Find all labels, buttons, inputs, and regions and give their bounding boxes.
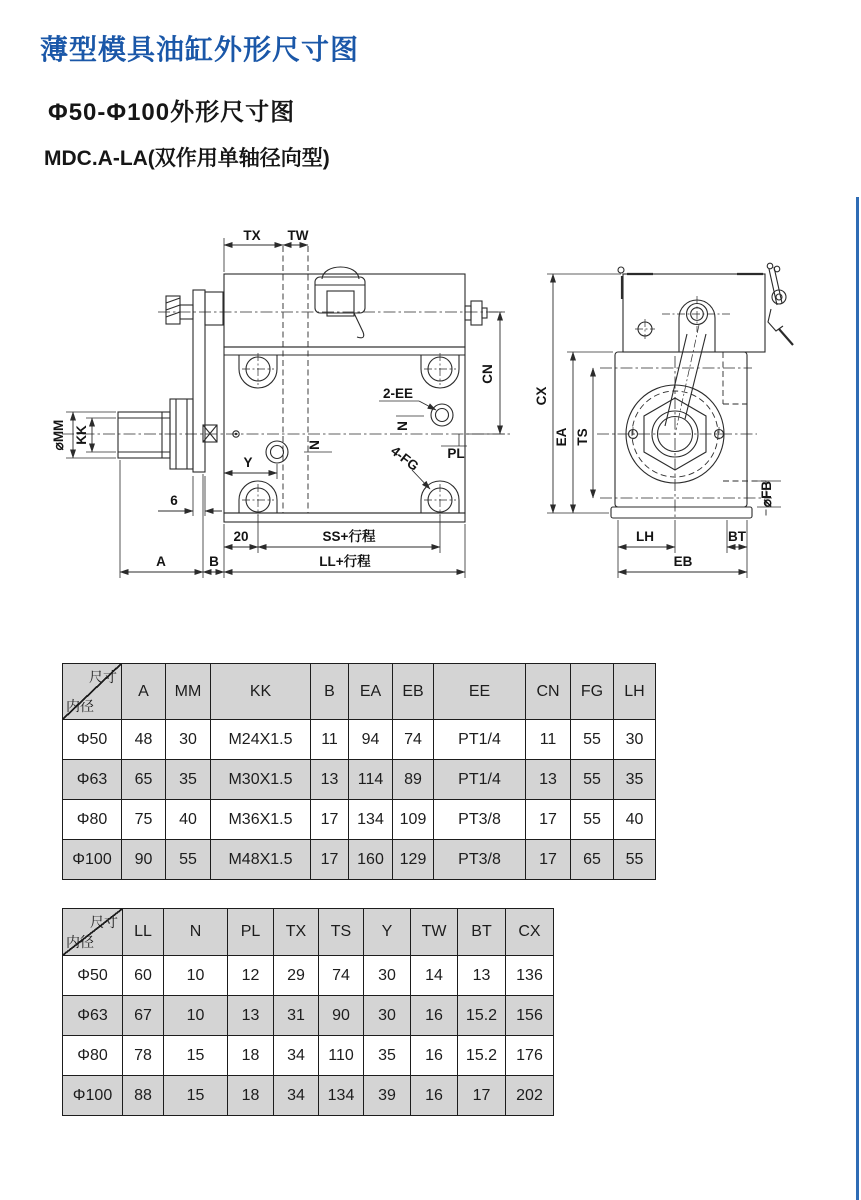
table-cell: 90 [319, 996, 364, 1036]
table-cell: PT3/8 [434, 800, 526, 840]
column-header: CN [526, 664, 571, 720]
table-cell: 17 [311, 840, 349, 880]
table-row [63, 720, 656, 760]
row-header-bore: Φ80 [63, 800, 122, 840]
row-header-bore: Φ80 [63, 1036, 123, 1076]
table-row [63, 760, 656, 800]
table-cell: 55 [166, 840, 211, 880]
column-header: EA [349, 664, 393, 720]
piston-rod-assembly [118, 290, 223, 472]
dim-label-kk: KK [74, 425, 89, 445]
dim-label-ts: TS [575, 428, 590, 446]
table-row [63, 800, 656, 840]
table-cell: 10 [164, 996, 228, 1036]
row-header-bore: Φ63 [63, 760, 122, 800]
table-cell: 18 [228, 1076, 274, 1116]
table-cell: 17 [526, 840, 571, 880]
table-cell: 16 [411, 996, 458, 1036]
table-cell: 48 [122, 720, 166, 760]
table-cell: 55 [571, 760, 614, 800]
table-cell: 34 [274, 1036, 319, 1076]
corner-label-size: 尺寸 [90, 914, 118, 930]
table-cell: 65 [571, 840, 614, 880]
table-cell: M24X1.5 [211, 720, 311, 760]
clamp-lever [767, 263, 793, 345]
table-cell: 110 [319, 1036, 364, 1076]
column-header: PL [228, 909, 274, 956]
table-cell: PT3/8 [434, 840, 526, 880]
table-cell: 12 [228, 956, 274, 996]
dim-label-cx: CX [534, 386, 549, 406]
table-cell: 35 [166, 760, 211, 800]
table-cell: 15 [164, 1036, 228, 1076]
table-cell: 94 [349, 720, 393, 760]
table-cell: 156 [506, 996, 554, 1036]
corner-label-bore: 内径 [66, 934, 94, 950]
table-cell: 134 [319, 1076, 364, 1116]
column-header: BT [458, 909, 506, 956]
corner-label-size: 尺寸 [89, 669, 117, 685]
table-cell: 90 [122, 840, 166, 880]
dim-label-b: B [209, 554, 219, 569]
table-cell: 88 [123, 1076, 164, 1116]
dim-label-6: 6 [170, 493, 178, 508]
table-cell: 13 [458, 956, 506, 996]
table-cell: 17 [458, 1076, 506, 1116]
table-cell: 17 [311, 800, 349, 840]
dim-label-4fg: 4-FG [388, 443, 422, 474]
column-header: MM [166, 664, 211, 720]
table-cell: 134 [349, 800, 393, 840]
table-cell: 30 [364, 956, 411, 996]
page-title: 薄型模具油缸外形尺寸图 [40, 34, 360, 65]
table-cell: 11 [311, 720, 349, 760]
table-cell: 31 [274, 996, 319, 1036]
table-cell: 11 [526, 720, 571, 760]
dim-label-tw: TW [287, 228, 309, 243]
table-cell: 16 [411, 1036, 458, 1076]
row-header-bore: Φ50 [63, 956, 123, 996]
dim-label-2ee: 2-EE [382, 386, 414, 401]
table-cell: 13 [526, 760, 571, 800]
dim-label-mm: ⌀MM [51, 419, 66, 451]
table-cell: M48X1.5 [211, 840, 311, 880]
front-view-drawing [51, 228, 512, 578]
dim-label-20: 20 [233, 529, 249, 544]
side-view-drawing [534, 263, 793, 578]
table-cell: 60 [123, 956, 164, 996]
table-cell: 202 [506, 1076, 554, 1116]
dim-label-pl: PL [447, 446, 465, 461]
table-cell: 67 [123, 996, 164, 1036]
dim-label-n2: N [395, 421, 410, 431]
dim-label-bt: BT [728, 529, 746, 544]
table-cell: 15 [164, 1076, 228, 1116]
column-header: EE [434, 664, 526, 720]
table-cell: 74 [393, 720, 434, 760]
table-cell: 30 [166, 720, 211, 760]
table-row [63, 996, 554, 1036]
table-cell: M30X1.5 [211, 760, 311, 800]
header-row [63, 909, 554, 956]
table-cell: PT1/4 [434, 760, 526, 800]
row-header-bore: Φ100 [63, 840, 122, 880]
toggle-clamp [315, 267, 365, 338]
table-cell: 17 [526, 800, 571, 840]
dim-label-lh: LH [636, 529, 654, 544]
table-cell: 75 [122, 800, 166, 840]
table-cell: 176 [506, 1036, 554, 1076]
table-cell: PT1/4 [434, 720, 526, 760]
technical-drawing [0, 195, 861, 625]
table-cell: M36X1.5 [211, 800, 311, 840]
table-cell: 30 [364, 996, 411, 1036]
column-header: TW [411, 909, 458, 956]
table-cell: 136 [506, 956, 554, 996]
table-cell: 114 [349, 760, 393, 800]
page-edge-accent-line [856, 197, 859, 1200]
table-cell: 55 [614, 840, 656, 880]
dim-label-tx: TX [243, 228, 261, 243]
table-cell: 40 [166, 800, 211, 840]
table-row [63, 956, 554, 996]
table-cell: 14 [411, 956, 458, 996]
column-header: N [164, 909, 228, 956]
column-header: TS [319, 909, 364, 956]
column-header: TX [274, 909, 319, 956]
table-cell: 13 [311, 760, 349, 800]
table-cell: 65 [122, 760, 166, 800]
row-header-bore: Φ50 [63, 720, 122, 760]
dim-label-ss-stroke: SS+行程 [322, 529, 376, 544]
column-header: Y [364, 909, 411, 956]
dim-label-ll-stroke: LL+行程 [319, 554, 371, 569]
column-header: EB [393, 664, 434, 720]
row-header-bore: Φ63 [63, 996, 123, 1036]
column-header: KK [211, 664, 311, 720]
dimension-table-2 [62, 908, 554, 1116]
page-subtitle: Φ50-Φ100外形尺寸图 [48, 99, 296, 126]
table-cell: 74 [319, 956, 364, 996]
table-row [63, 1036, 554, 1076]
table-cell: 30 [614, 720, 656, 760]
corner-label-bore: 内径 [66, 698, 94, 714]
model-designation: MDC.A-LA(双作用单轴径向型) [44, 147, 330, 170]
dimension-table-1 [62, 663, 656, 880]
dim-label-y: Y [243, 455, 253, 470]
dim-label-cn: CN [480, 364, 495, 384]
table-cell: 109 [393, 800, 434, 840]
column-header: LL [123, 909, 164, 956]
table-cell: 29 [274, 956, 319, 996]
column-header: LH [614, 664, 656, 720]
column-header: B [311, 664, 349, 720]
header-row [63, 664, 656, 720]
row-header-bore: Φ100 [63, 1076, 123, 1116]
table-cell: 89 [393, 760, 434, 800]
dim-label-eb: EB [673, 554, 693, 569]
column-header: CX [506, 909, 554, 956]
table-cell: 15.2 [458, 1036, 506, 1076]
table-cell: 78 [123, 1036, 164, 1076]
dim-label-n1: N [307, 440, 322, 450]
table-cell: 40 [614, 800, 656, 840]
table-cell: 55 [571, 720, 614, 760]
table-cell: 39 [364, 1076, 411, 1116]
table-cell: 16 [411, 1076, 458, 1116]
table-row [63, 840, 656, 880]
table-cell: 18 [228, 1036, 274, 1076]
column-header: FG [571, 664, 614, 720]
table-cell: 35 [614, 760, 656, 800]
table-cell: 160 [349, 840, 393, 880]
table-cell: 55 [571, 800, 614, 840]
dim-label-a: A [156, 554, 166, 569]
corner-header-cell [63, 664, 122, 720]
table-cell: 10 [164, 956, 228, 996]
table-cell: 34 [274, 1076, 319, 1116]
table-cell: 15.2 [458, 996, 506, 1036]
table-row [63, 1076, 554, 1116]
table-cell: 129 [393, 840, 434, 880]
dim-label-fb: ⌀FB [759, 480, 774, 508]
table-cell: 13 [228, 996, 274, 1036]
dim-label-ea: EA [554, 427, 569, 447]
corner-header-cell [63, 909, 123, 956]
column-header: A [122, 664, 166, 720]
table-cell: 35 [364, 1036, 411, 1076]
